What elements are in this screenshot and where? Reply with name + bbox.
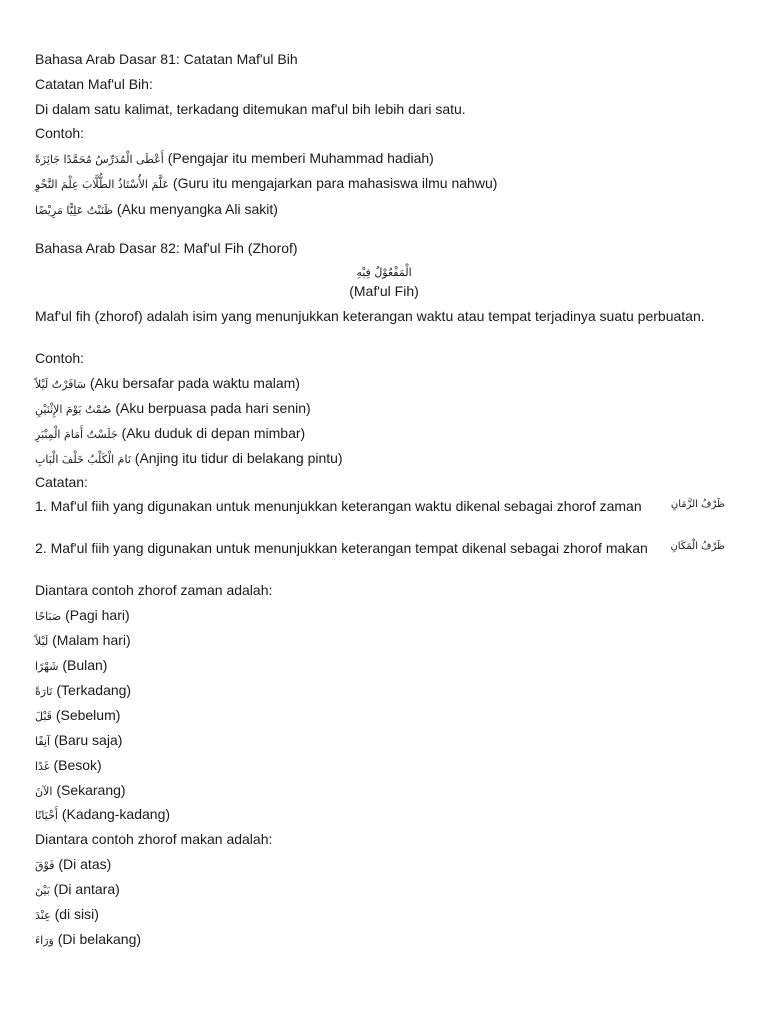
section-81-example-label: Contoh: [35,125,85,141]
example-meaning: (Anjing itu tidur di belakang pintu) [134,450,343,466]
section-82-heading-latin: (Maf'ul Fih) [349,283,419,299]
makan-item [35,906,99,924]
zaman-item [35,657,107,675]
section-81-title: Bahasa Arab Dasar 81: Catatan Maf'ul Bih [35,51,298,67]
note-text: 2. Maf'ul fiih yang digunakan untuk menunjukkan keterangan tempat dikenal sebagai zhorof makan [35,540,648,556]
word-meaning: (Sekarang) [56,782,126,798]
example-line [35,201,278,219]
example-meaning: (Aku bersafar pada waktu malam) [89,375,300,391]
word-meaning: (Di antara) [53,881,120,897]
example-meaning: (Aku berpuasa pada hari senin) [115,400,311,416]
zaman-item [35,682,131,700]
word-meaning: (Baru saja) [53,732,123,748]
zaman-item [35,806,170,824]
makan-label: Diantara contoh zhorof makan adalah: [35,831,273,847]
arabic-word: قَبْلَ [35,710,52,723]
section-82-definition: Maf'ul fih (zhorof) adalah isim yang menunjukkan keterangan waktu atau tempat terjadinya suatu perbuatan. [35,308,705,324]
example-line [35,400,311,418]
section-82-heading-arabic: الْمَفْعُوْلُ فِيْهِ [356,266,412,279]
arabic-word: غَدًا [35,760,50,773]
section-81-note-label: Catatan Maf'ul Bih: [35,76,153,92]
arabic-word: فَوْقَ [35,859,55,872]
makan-item [35,856,111,874]
example-meaning: (Aku menyangka Ali sakit) [116,201,278,217]
word-meaning: (Pagi hari) [65,607,130,623]
word-meaning: (Sebelum) [55,707,121,723]
word-meaning: (Besok) [53,757,102,773]
arabic-word: لَيْلاً [35,635,49,648]
zaman-item [35,782,126,800]
word-meaning: (Bulan) [62,657,108,673]
makan-item [35,881,120,899]
arabic-word: صَبَاحًا [35,610,62,623]
arabic-word: عِنْدَ [35,909,51,922]
word-meaning: (Kadang-kadang) [61,806,171,822]
word-meaning: (Terkadang) [56,682,132,698]
arabic-phrase: صُمْتُ يَوْمَ الإِثْنَيْنِ [35,403,112,416]
note-arabic-wrap [35,541,725,573]
arabic-phrase: ظَنَنْتُ عَلِيًّا مَرِيْضًا [35,204,113,217]
zaman-item [35,607,130,625]
section-82-title: Bahasa Arab Dasar 82: Maf'ul Fih (Zhorof) [35,240,298,256]
arabic-word: أَحْيَانًا [35,809,58,822]
word-meaning: (Malam hari) [52,632,131,648]
arabic-word: تَارَةً [35,685,53,698]
zaman-item [35,732,122,750]
arabic-word: شَهْرًا [35,660,59,673]
example-meaning: (Pengajar itu memberi Muhammad hadiah) [167,150,434,166]
example-meaning: (Guru itu mengajarkan para mahasiswa ilmu nahwu) [172,175,498,191]
word-meaning: (Di belakang) [57,931,142,947]
arabic-word: آنِفًا [35,735,51,748]
zaman-label: Diantara contoh zhorof zaman adalah: [35,582,273,598]
example-line [35,175,497,193]
note-text: 1. Maf'ul fiih yang digunakan untuk menunjukkan keterangan waktu dikenal sebagai zhorof zaman [35,498,642,514]
makan-item [35,931,141,949]
example-line [35,425,305,443]
notes-label: Catatan: [35,474,88,490]
word-meaning: (Di atas) [58,856,112,872]
example-meaning: (Aku duduk di depan mimbar) [121,425,306,441]
note-arabic-wrap [35,499,725,531]
arabic-phrase: سَافَرْتُ لَيْلاً [35,378,86,391]
section-81-intro: Di dalam satu kalimat, terkadang ditemukan maf'ul bih lebih dari satu. [35,101,466,117]
word-meaning: (di sisi) [54,906,99,922]
example-line [35,375,300,393]
example-line [35,450,343,468]
arabic-term: ظَرْفُ الزَّمَانِ [670,499,725,510]
arabic-phrase: نَامَ الْكَلْبُ خَلْفَ الْبَابِ [35,453,131,466]
zaman-item [35,707,120,725]
arabic-word: بَيْنَ [35,884,50,897]
arabic-phrase: أَعْطَى الْمُدَرِّسُ مُحَمَّدًا جَائِزَةً [35,153,164,166]
arabic-phrase: جَلَسْتُ أَمَامَ الْمِنْبَرِ [35,428,118,441]
arabic-word: وَرَاءَ [35,934,54,947]
zaman-item [35,757,102,775]
arabic-word: الآنَ [35,785,53,798]
section-82-example-label: Contoh: [35,350,85,366]
zaman-item [35,632,131,650]
example-line [35,150,434,168]
arabic-term: ظَرْفُ الْمَكَانِ [670,541,725,552]
arabic-phrase: عَلَّمَ الأُسْتَاذُ الطُّلَّابَ عِلْمَ النَّحْوِ [35,178,170,191]
